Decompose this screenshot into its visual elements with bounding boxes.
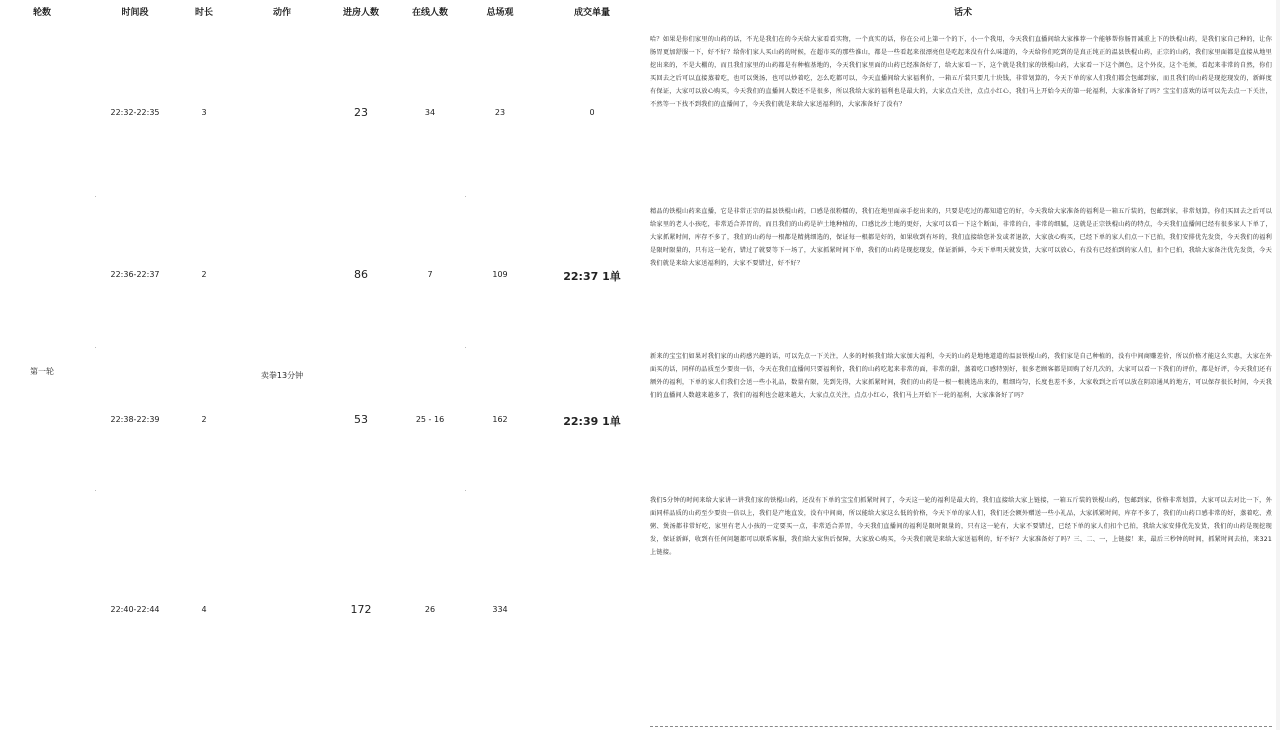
row-script: 精品的铁棍山药来直播，它是非常正宗的温县铁棍山药，口感是很粉糯的，我们在地里面亲手挖出来的，只要是吃过的都知道它的好，今天我给大家准备的福利是一箱五斤装的，包邮到家，非常划算，你们买回去之后可以给家里的老人小孩吃，非常适合养胃的，而且我们的山药是垆土地种植的，口感比沙土地的更好，大家可以看一下这个断面，非常的白，非常的细腻，这就是正宗铁棍山药的特点，今天我们直播间已经有很多家人下单了，大家抓紧时间，库存不多了，我们的山药每一根都是精挑细选的，保证每一根都是好的，如果收到有坏的，我们直接给您补发或者退款，大家放心购买，已经下单的家人们点一下已拍，我们安排优先发货，今天我们的福利是限时限量的，只有这一轮有，错过了就要等下一场了，大家抓紧时间下单，我们的山药是现挖现发，保证新鲜，今天下单明天就发货，大家可以放心，有没有已经拍到的家人们，扣个已拍，我给大家备注优先发货，今天我们就是来给大家送福利的，大家不要错过，好不好？ [650, 208, 1272, 267]
row-views: 334 [492, 605, 508, 614]
row-period: 22:36-22:37 [110, 270, 160, 279]
row-entries: 172 [350, 603, 372, 616]
header-action: 动作 [272, 8, 292, 18]
row-duration: 2 [201, 415, 207, 424]
scrollbar[interactable] [1276, 0, 1280, 730]
row-entries: 23 [354, 106, 368, 119]
round-label: 第一轮 [30, 367, 54, 376]
row-views: 109 [492, 270, 508, 279]
row-divider [465, 347, 466, 348]
row-views: 23 [494, 108, 506, 117]
row-duration: 4 [201, 605, 207, 614]
row-online: 26 [424, 605, 436, 614]
header-script: 话术 [953, 8, 973, 18]
row-period: 22:32-22:35 [110, 108, 160, 117]
header-deals: 成交单量 [573, 8, 611, 18]
row-divider [95, 196, 96, 197]
row-views: 162 [492, 415, 508, 424]
action-label: 卖拳13分钟 [260, 371, 304, 380]
bottom-divider [650, 726, 1272, 728]
row-duration: 2 [201, 270, 207, 279]
row-deals: 0 [589, 108, 595, 117]
row-entries: 86 [354, 268, 368, 281]
row-script: 新来的宝宝们如果对我们家的山药感兴趣的话，可以先点一下关注，人多的时候我们给大家加大福利，今天的山药是地地道道的温县铁棍山药，我们家是自己种植的，没有中间商赚差价，所以价格才能这么实惠，大家在外面买的话，同样的品质至少要贵一倍，今天在我们直播间只要福利价，我们的山药吃起来非常的面，非常的甜，蒸着吃口感特别好，很多老顾客都是回购了好几次的，大家可以看一下我们的评价，都是好评，今天我们还有额外的福利，下单的家人们我们会送一些小礼品，数量有限，先到先得，大家抓紧时间，我们的山药是一根一根挑选出来的，粗细均匀，长度也差不多，大家收到之后可以放在阴凉通风的地方，可以保存很长时间，今天我们的直播间人数越来越多了，我们的福利也会越来越大，大家点点关注，点点小红心，我们马上开始下一轮的福利，大家准备好了吗？ [650, 353, 1272, 399]
row-divider [465, 490, 466, 491]
row-entries: 53 [354, 413, 368, 426]
row-divider [95, 490, 96, 491]
row-online: 7 [427, 270, 433, 279]
header-period: 时间段 [121, 8, 149, 18]
row-deals: 22:37 1单 [563, 270, 621, 283]
header-duration: 时长 [194, 8, 214, 18]
row-duration: 3 [201, 108, 207, 117]
header-round: 轮数 [32, 8, 52, 18]
row-script: 我们5分钟的时间来给大家讲一讲我们家的铁棍山药，还没有下单的宝宝们抓紧时间了，今天这一轮的福利是最大的，我们直接给大家上链接，一箱五斤装的铁棍山药，包邮到家，价格非常划算，大家可以去对比一下，外面同样品质的山药至少要贵一倍以上，我们是产地直发，没有中间商，所以能给大家这么低的价格，今天下单的家人们，我们还会额外赠送一些小礼品，大家抓紧时间，库存不多了，我们的山药口感非常的好，蒸着吃、煮粥、煲汤都非常好吃，家里有老人小孩的一定要买一点，非常适合养胃，今天我们直播间的福利是限时限量的，只有这一轮有，大家不要错过，已经下单的家人们扣个已拍，我给大家安排优先发货，我们的山药是现挖现发，保证新鲜，收到有任何问题都可以联系客服，我们给大家售后保障，大家放心购买，今天我们就是来给大家送福利的，好不好？大家准备好了吗？三、二、一，上链接！来，最后三秒钟的时间，抓紧时间去拍，来321上链接。 [650, 497, 1272, 556]
row-deals: 22:39 1单 [563, 415, 621, 428]
header-views: 总场观 [486, 8, 514, 18]
row-divider [95, 347, 96, 348]
row-online: 25 - 16 [415, 415, 445, 424]
header-entries: 进房人数 [342, 8, 380, 18]
row-period: 22:40-22:44 [110, 605, 160, 614]
row-online: 34 [424, 108, 436, 117]
row-script: 哈？如果是你们家里的山药的话，不光是我们在的今天给大家看看实物，一个真实的话，你在公司上第一个的下，小一个我用，今天我们直播间给大家推荐一个能够帮你肠胃减重上下的铁棍山药，是我们家自己种的，让你肠胃更加舒服一下，好不好？给你们家人买山药的时候，在超市买的那些淮山，都是一些看起来很漂亮但是吃起来没有什么味道的，今天给你们吃到的是真正纯正的温县铁棍山药，正宗的山药，我们家里面都是直接从地里挖出来的，不是大棚的，而且我们家里的山药都是有种植基地的，今天我们家里面的山药已经准备好了，给大家看一下，这个就是我们家的铁棍山药，大家看一下这个颜色，这个外皮，这个毛须，看起来非常的自然，你们买回去之后可以直接蒸着吃，也可以煲汤，也可以炒着吃，怎么吃都可以，今天直播间给大家福利价，一箱五斤装只要几十块钱，非常划算的，今天下单的家人们我们都会包邮到家，而且我们的山药是现挖现发的，新鲜度有保证，大家可以放心购买，今天我们的直播间人数还不是很多，所以我给大家的福利也是最大的，大家点点关注，点点小红心，我们马上开始今天的第一轮福利，大家准备好了吗？宝宝们喜欢的话可以先去点一下关注，不然等一下找不到我们的直播间了，今天我们就是来给大家送福利的，大家准备好了没有？ [650, 36, 1272, 108]
row-period: 22:38-22:39 [110, 415, 160, 424]
table-header [0, 0, 1280, 22]
row-divider [465, 196, 466, 197]
header-online: 在线人数 [411, 8, 449, 18]
